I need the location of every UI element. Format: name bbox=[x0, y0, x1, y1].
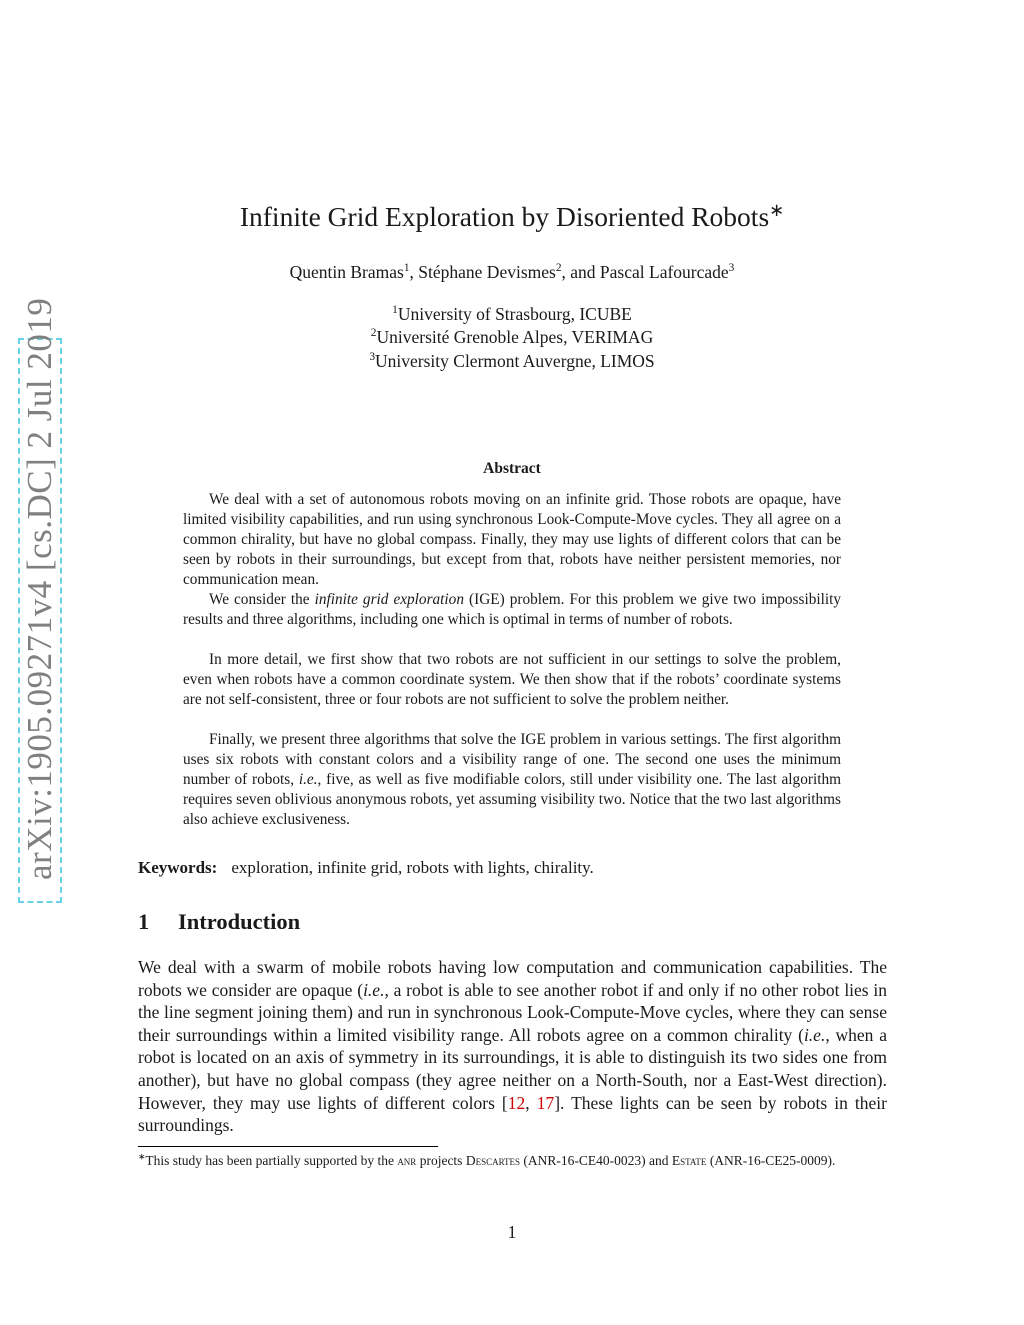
abstract-paragraph-2 bbox=[183, 590, 841, 630]
intro-ie-1: i.e. bbox=[363, 979, 385, 1000]
page-number: 1 bbox=[507, 1222, 517, 1242]
abstract-paragraph-3: In more detail, we first show that two robots are not sufficient in our settings to solve the problem, even when robots have a common coordinate system. We then show that if the robots’ coordinate systems are not self-consistent, three or four robots are not sufficient to solve the problem neither. bbox=[183, 651, 841, 708]
abstract-p4-emphasis: i.e. bbox=[298, 771, 318, 788]
abstract-heading: Abstract bbox=[483, 460, 541, 477]
keywords-label: Keywords: bbox=[138, 858, 218, 877]
author-3: Pascal Lafourcade bbox=[599, 262, 729, 282]
intro-paragraph bbox=[138, 956, 887, 1137]
intro-ie-2: i.e. bbox=[803, 1024, 826, 1045]
section-title: Introduction bbox=[178, 909, 301, 934]
keywords-line bbox=[138, 858, 898, 878]
affiliation-3-sup: 3 bbox=[369, 351, 376, 364]
citation-link-17[interactable]: 17 bbox=[536, 1092, 555, 1113]
author-2-sup: 2 bbox=[555, 262, 562, 275]
keywords-text: exploration, infinite grid, robots with lights, chirality. bbox=[231, 858, 594, 877]
intro-text-4: ]. These lights can be seen by robots in their surroundings. bbox=[138, 1092, 887, 1136]
footnote-mark: ∗ bbox=[138, 1151, 146, 1162]
affiliation-3-name: University Clermont Auvergne, LIMOS bbox=[375, 351, 655, 371]
author-2: Stéphane Devismes bbox=[418, 262, 556, 282]
citation-separator: , bbox=[525, 1092, 537, 1113]
affiliation-1-name: University of Strasbourg, ICUBE bbox=[397, 304, 632, 324]
footnote-text-2: projects bbox=[416, 1153, 466, 1168]
affiliation-2-name: Université Grenoble Alpes, VERIMAG bbox=[376, 327, 654, 347]
footnote bbox=[138, 1152, 887, 1170]
author-separator: , and bbox=[561, 262, 600, 282]
authors-line: Quentin Bramas$^1$, Stéphane Devismes$^2$, and Pascal Lafourcade$^3$ bbox=[289, 262, 735, 282]
abstract-paragraph-4 bbox=[183, 730, 841, 830]
footnote-text-1: This study has been partially supported by the bbox=[145, 1153, 398, 1168]
footnote-text-4: (ANR-16-CE25-0009). bbox=[706, 1153, 836, 1168]
abstract-p2-text-a: We consider the bbox=[209, 591, 315, 608]
author-1-sup: 1 bbox=[403, 262, 410, 275]
footnote-project-estate: Estate bbox=[671, 1153, 707, 1168]
author-3-sup: 3 bbox=[728, 262, 735, 275]
intro-text-1: We deal with a swarm of mobile robots having low computation and communication capabilities. The robots we consider are opaque ( bbox=[138, 957, 887, 1000]
footnote-rule bbox=[138, 1146, 438, 1147]
affiliation-2-sup: 2 bbox=[370, 327, 377, 340]
abstract-paragraph-1: We deal with a set of autonomous robots moving on an infinite grid. Those robots are opaque, have limited visibility capabilities, and run using synchronous Look-Compute-Move cycles. They all agree on a common chirality, but have no global compass. Finally, they may use lights of different colors that can be seen by robots in their surroundings, but except from that, robots have neither persistent memories, nor communication mean. bbox=[183, 491, 841, 588]
abstract-p4-text-b: , five, as well as five modifiable colors, still under visibility one. The last algorithm requires seven oblivious anonymous robots, yet assuming visibility two. Notice that the two last algorithms also achieve exclusiveness. bbox=[183, 771, 841, 828]
footnote-text-3: (ANR-16-CE40-0023) and bbox=[520, 1153, 672, 1168]
title-footnote-mark: ∗ bbox=[769, 199, 785, 220]
intro-text-3: , when a robot is located on an axis of symmetry in its surroundings, it is able to distinguish its two sides one from another), but have no global compass (they agree neither on a North-South, nor a East-West direction). However, they may use lights of different colors [ bbox=[138, 1024, 887, 1113]
title-text: Infinite Grid Exploration by Disoriented Robots bbox=[239, 201, 770, 232]
citation-link-12[interactable]: 12 bbox=[507, 1092, 526, 1113]
author-1: Quentin Bramas bbox=[289, 262, 404, 282]
abstract-p4-text-a: Finally, we present three algorithms that solve the IGE problem in various settings. The first algorithm uses six robots with constant colors and a visibility range of one. The second one uses the minimum number of robots, bbox=[183, 731, 841, 788]
intro-text-2: , a robot is able to see another robot if and only if no other robot lies in the line segment joining them) and run in synchronous Look-Compute-Move cycles, where they can sense their surroundings within a limited visibility range. All robots agree on a common chirality ( bbox=[138, 979, 888, 1045]
affiliation-1 bbox=[0, 304, 1024, 325]
section-heading bbox=[138, 909, 300, 935]
section-number: 1 bbox=[138, 909, 150, 934]
affiliation-2 bbox=[0, 327, 1024, 348]
affiliation-3 bbox=[0, 351, 1024, 372]
footnote-anr: anr bbox=[397, 1153, 417, 1168]
affiliation-1-sup: 1 bbox=[392, 304, 398, 317]
abstract-p2-emphasis: infinite grid exploration bbox=[314, 591, 464, 608]
arxiv-stamp[interactable]: arXiv:1905.09271v4 [cs.DC] 2 Jul 2019 bbox=[20, 297, 59, 880]
abstract-p2-text-b: (IGE) problem. For this problem we give two impossibility results and three algorithms, including one which is optimal in terms of number of robots. bbox=[183, 591, 841, 628]
paper-title bbox=[0, 201, 1024, 233]
footnote-project-descartes: Descartes bbox=[465, 1153, 521, 1168]
